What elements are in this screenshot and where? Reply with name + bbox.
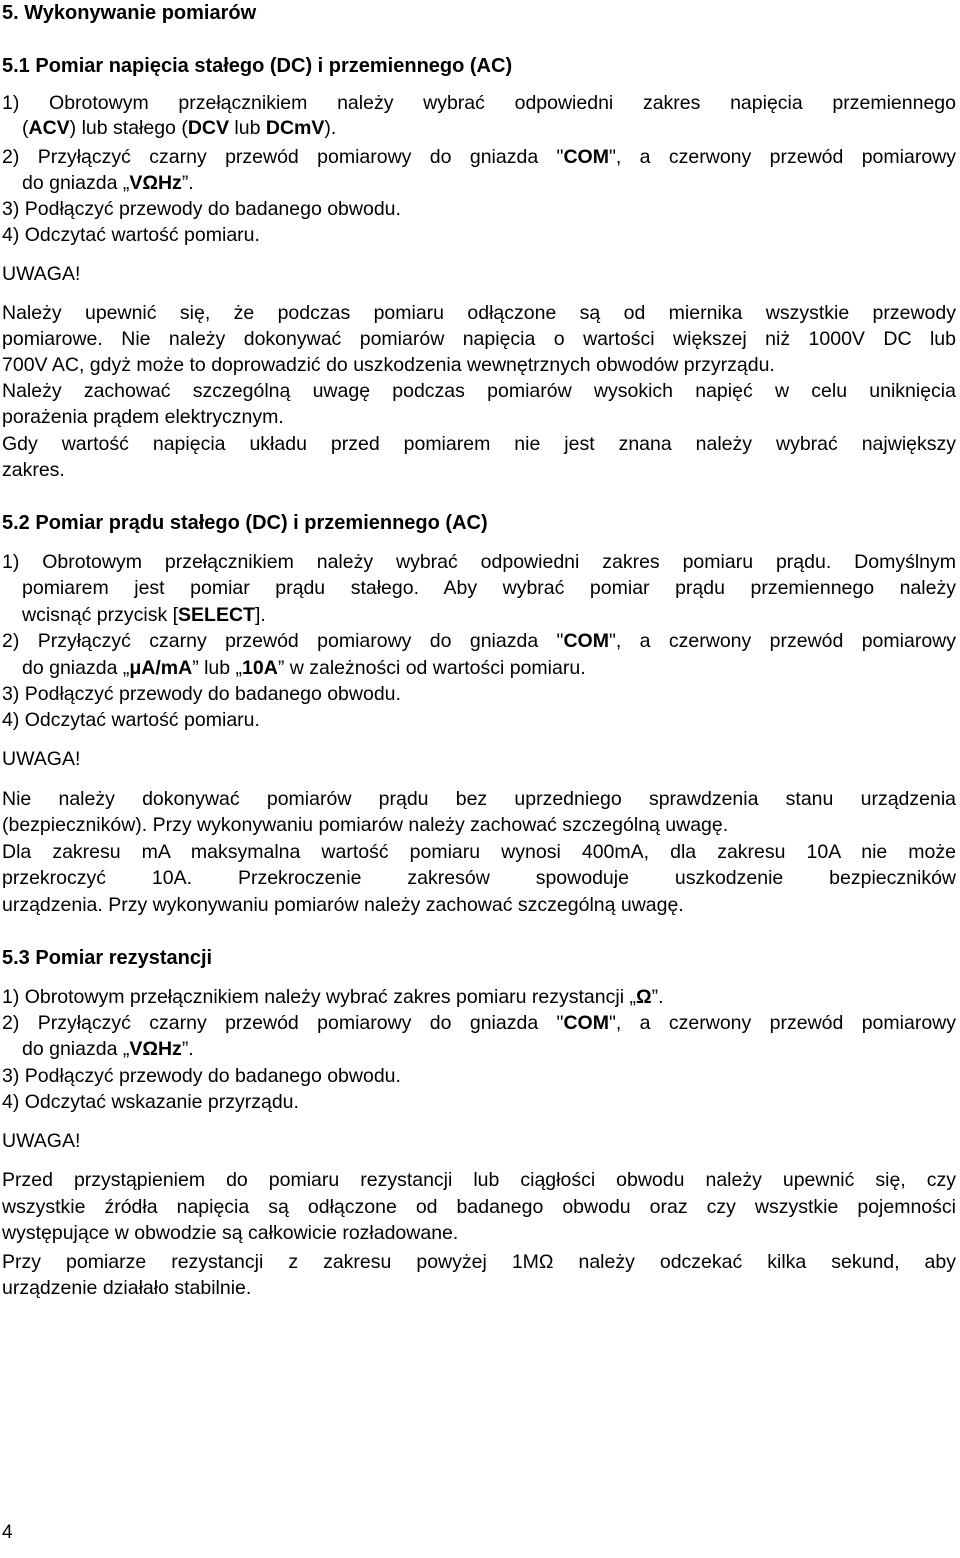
s3-warning-line4: Przy pomiarze rezystancji z zakresu powyżej 1MΩ należy odczekać kilka sekund, aby [2, 1251, 956, 1273]
s3-step3: 3) Podłączyć przewody do badanego obwodu. [2, 1065, 401, 1087]
s1-warning-line3: 700V AC, gdyż może to doprowadzić do uszkodzenia wewnętrznych obwodów przyrządu. [2, 354, 775, 376]
s2-step2-line2: do gniazda „μA/mA” lub „10A” w zależności od wartości pomiaru. [22, 657, 586, 679]
s1-warning-line5: porażenia prądem elektrycznym. [2, 406, 284, 428]
s2-warning-line3: Dla zakresu mA maksymalna wartość pomiaru wynosi 400mA, dla zakresu 10A nie może [2, 841, 956, 863]
subsection-title-5-2: 5.2 Pomiar prądu stałego (DC) i przemiennego (AC) [2, 512, 488, 534]
s3-warning-line2: wszystkie źródła napięcia są odłączone od badanego obwodu oraz czy wszystkie pojemności [2, 1196, 956, 1218]
s1-warning-line7: zakres. [2, 459, 65, 481]
s2-warning-line2: (bezpieczników). Przy wykonywaniu pomiarów należy zachować szczególną uwagę. [2, 814, 729, 836]
s1-step2-line1: 2) Przyłączyć czarny przewód pomiarowy do gniazda "COM", a czerwony przewód pomiarowy [2, 146, 956, 168]
s3-warning-line3: występujące w obwodzie są całkowicie rozładowane. [2, 1222, 459, 1244]
s3-warning-line1: Przed przystąpieniem do pomiaru rezystancji lub ciągłości obwodu należy upewnić się, czy [2, 1169, 956, 1191]
s1-step1-line1: 1) Obrotowym przełącznikiem należy wybrać odpowiedni zakres napięcia przemiennego [2, 92, 956, 114]
s1-warning-line1: Należy upewnić się, że podczas pomiaru odłączone są od miernika wszystkie przewody [2, 302, 956, 324]
s1-step2-line2: do gniazda „VΩHz”. [22, 172, 194, 194]
s1-warning-line4: Należy zachować szczególną uwagę podczas pomiarów wysokich napięć w celu uniknięcia [2, 380, 956, 402]
s2-warning-label: UWAGA! [2, 748, 81, 770]
s1-warning-line2: pomiarowe. Nie należy dokonywać pomiarów napięcia o wartości większej niż 1000V DC lub [2, 328, 956, 350]
s3-warning-line5: urządzenie działało stabilnie. [2, 1277, 252, 1299]
s2-step1-line1: 1) Obrotowym przełącznikiem należy wybrać odpowiedni zakres pomiaru prądu. Domyślnym [2, 551, 956, 573]
page-number: 4 [2, 1522, 13, 1543]
s3-step2-line2: do gniazda „VΩHz”. [22, 1038, 194, 1060]
s2-step3: 3) Podłączyć przewody do badanego obwodu. [2, 683, 401, 705]
s2-warning-line4: przekroczyć 10A. Przekroczenie zakresów spowoduje uszkodzenie bezpieczników [2, 867, 956, 889]
s2-warning-line1: Nie należy dokonywać pomiarów prądu bez uprzedniego sprawdzenia stanu urządzenia [2, 788, 956, 810]
s2-step2-line1: 2) Przyłączyć czarny przewód pomiarowy do gniazda "COM", a czerwony przewód pomiarowy [2, 630, 956, 652]
s1-warning-label: UWAGA! [2, 263, 81, 285]
s1-step3: 3) Podłączyć przewody do badanego obwodu. [2, 198, 401, 220]
s3-step4: 4) Odczytać wskazanie przyrządu. [2, 1091, 299, 1113]
subsection-title-5-3: 5.3 Pomiar rezystancji [2, 947, 213, 969]
s2-step1-line2: pomiarem jest pomiar prądu stałego. Aby wybrać pomiar prądu przemiennego należy [22, 577, 956, 599]
s2-warning-line5: urządzenia. Przy wykonywaniu pomiarów należy zachować szczególną uwagę. [2, 894, 684, 916]
s3-step2-line1: 2) Przyłączyć czarny przewód pomiarowy do gniazda "COM", a czerwony przewód pomiarowy [2, 1012, 956, 1034]
s2-step4: 4) Odczytać wartość pomiaru. [2, 709, 260, 731]
section-title: 5. Wykonywanie pomiarów [2, 2, 257, 24]
s1-step4: 4) Odczytać wartość pomiaru. [2, 224, 260, 246]
s2-step1-line3: wcisnąć przycisk [SELECT]. [22, 604, 266, 626]
s3-step1: 1) Obrotowym przełącznikiem należy wybrać zakres pomiaru rezystancji „Ω”. [2, 986, 664, 1008]
s3-warning-label: UWAGA! [2, 1130, 81, 1152]
subsection-title-5-1: 5.1 Pomiar napięcia stałego (DC) i przemiennego (AC) [2, 55, 513, 77]
s1-step1-line2: (ACV) lub stałego (DCV lub DCmV). [22, 117, 337, 139]
s1-warning-line6: Gdy wartość napięcia układu przed pomiarem nie jest znana należy wybrać największy [2, 433, 956, 455]
